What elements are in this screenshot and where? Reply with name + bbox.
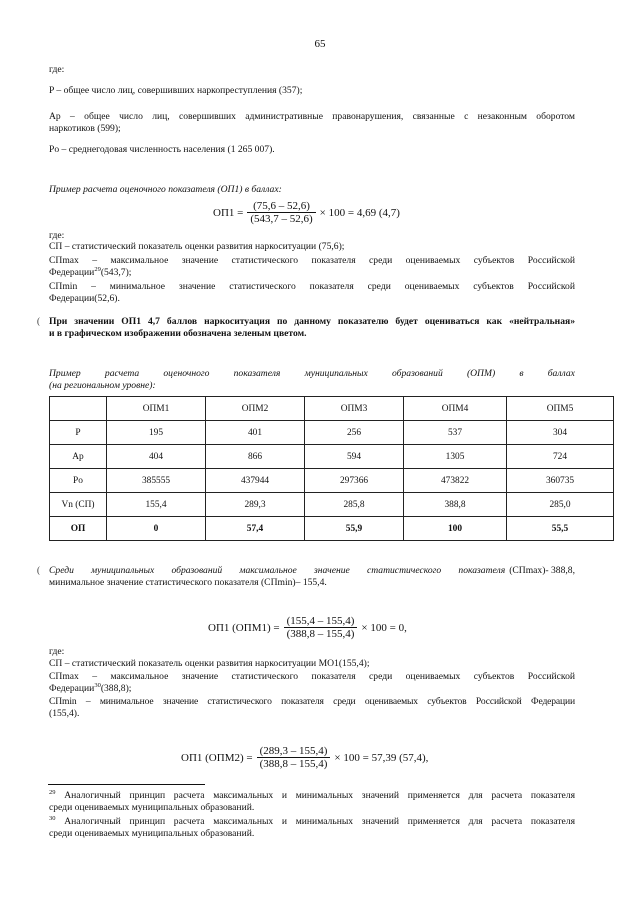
margin-mark-1: (: [37, 316, 40, 326]
footnote-ref-29: 29: [94, 265, 101, 273]
table-cell: 385555: [107, 469, 206, 493]
spmax-2-value: (388,8);: [100, 683, 132, 694]
spmax-definition-2-line2: [49, 683, 131, 695]
footnote-30-number: 30: [49, 814, 56, 822]
spmax-definition-2-line1: СПmax – максимальное значение статистического показателя среди оцениваемых субъектов Российской: [49, 671, 575, 682]
formula-op1: [213, 200, 400, 225]
formula-opm2-denominator: (388,8 – 155,4): [257, 757, 331, 770]
spmax-1-value: (543,7);: [100, 267, 132, 278]
formula-op1-lhs: ОП1 =: [213, 206, 244, 219]
footnote-30-text: Аналогичный принцип расчета максимальных и минимальных значений применяется для расчета показателя: [64, 816, 576, 827]
footnote-30-line2: среди оцениваемых муниципальных образований.: [49, 828, 255, 839]
footnote-ref-30: 30: [94, 681, 101, 689]
footnote-29-number: 29: [49, 788, 56, 796]
table-header-cell: ОПМ2: [206, 397, 305, 421]
table-cell: 155,4: [107, 493, 206, 517]
p-definition: P – общее число лиц, совершивших наркопреступления (357);: [49, 85, 303, 96]
table-cell: P: [50, 421, 107, 445]
table-cell: 304: [507, 421, 614, 445]
table-cell: 256: [305, 421, 404, 445]
table-cell: 289,3: [206, 493, 305, 517]
spmin-definition-2-line2: (155,4).: [49, 708, 80, 719]
table-cell: 0: [107, 517, 206, 541]
margin-mark-2: (: [37, 565, 40, 575]
table-cell: 724: [507, 445, 614, 469]
table-cell: 388,8: [404, 493, 507, 517]
spmin-definition-1-line2: Федерации(52,6).: [49, 293, 120, 304]
table-cell: 1305: [404, 445, 507, 469]
example2-word: расчета: [104, 368, 140, 379]
ap-definition-line1: Ap – общее число лиц, совершивших административные правонарушения, связанные с незаконным оборотом: [49, 111, 575, 122]
table-cell: 100: [404, 517, 507, 541]
where-label-3: где:: [49, 646, 65, 657]
formula-opm2-numerator: (289,3 – 155,4): [259, 745, 328, 757]
table-header-row: [50, 397, 614, 421]
spmax-definition-1-line2: [49, 267, 131, 279]
formula-opm2: [181, 745, 428, 770]
municipal-line1-italic: Среди муниципальных образований максимальное значение статистического показателя: [49, 565, 506, 576]
formula-op1-denominator: (543,7 – 52,6): [247, 212, 315, 225]
formula-opm1-numerator: (155,4 – 155,4): [286, 615, 355, 627]
example2-word: баллах: [547, 368, 575, 379]
table-header-cell: ОПМ4: [404, 397, 507, 421]
table-cell: 401: [206, 421, 305, 445]
formula-opm1-rhs: × 100 = 0,: [361, 621, 407, 634]
formula-op1-rhs: × 100 = 4,69 (4,7): [319, 206, 400, 219]
footnote-separator: [48, 784, 205, 785]
table-row: [50, 493, 614, 517]
formula-opm2-fraction: [257, 745, 331, 770]
spmax-definition-1-line1: СПmax – максимальное значение статистического показателя среди оцениваемых субъектов Российской: [49, 255, 575, 266]
formula-op1-numerator: (75,6 – 52,6): [253, 200, 310, 212]
where-label-1: где:: [49, 64, 65, 75]
spmax-1-text: Федерации: [49, 267, 95, 278]
table-cell: Vn (СП): [50, 493, 107, 517]
table-cell: 437944: [206, 469, 305, 493]
sp-definition-1: СП – статистический показатель оценки развития наркоситуации (75,6);: [49, 241, 345, 252]
table-cell: 473822: [404, 469, 507, 493]
where-label-2: где:: [49, 230, 65, 241]
table-header-cell: [50, 397, 107, 421]
footnote-29-line2: среди оцениваемых муниципальных образований.: [49, 802, 255, 813]
bold-note-line2: и в графическом изображении обозначена зеленым цветом.: [49, 328, 307, 339]
example2-heading-line2: (на региональном уровне):: [49, 380, 156, 391]
table-cell: 537: [404, 421, 507, 445]
table-cell: 297366: [305, 469, 404, 493]
footnote-29-text: Аналогичный принцип расчета максимальных и минимальных значений применяется для расчета показателя: [64, 790, 576, 801]
formula-opm2-rhs: × 100 = 57,39 (57,4),: [334, 751, 429, 764]
table-cell: 594: [305, 445, 404, 469]
formula-opm1-denominator: (388,8 – 155,4): [284, 627, 358, 640]
table-row: [50, 445, 614, 469]
formula-opm1-fraction: [284, 615, 358, 640]
municipal-line1-tail: (СПmax)- 388,8,: [509, 565, 575, 576]
table-cell: Ap: [50, 445, 107, 469]
example2-word: оценочного: [163, 368, 210, 379]
example1-heading: Пример расчета оценочного показателя (ОП1) в баллах:: [49, 184, 282, 195]
example2-word: (ОПМ): [466, 368, 496, 379]
formula-opm1-lhs: ОП1 (ОПМ1) =: [208, 621, 280, 634]
table-header-cell: ОПМ5: [507, 397, 614, 421]
bold-note-line1: При значении ОП1 4,7 баллов наркоситуация по данному показателю будет оцениваться как «нейтральная»: [49, 316, 575, 327]
table-cell: 55,5: [507, 517, 614, 541]
table-cell: 55,9: [305, 517, 404, 541]
municipal-line2: минимальное значение статистического показателя (СПmin)– 155,4.: [49, 577, 327, 588]
example2-word: показателя: [233, 368, 281, 379]
spmin-definition-1-line1: СПmin – минимальное значение статистического показателя среди оцениваемых субъектов Российской: [49, 281, 575, 292]
ap-definition-line2: наркотиков (599);: [49, 123, 121, 134]
table-cell: ОП: [50, 517, 107, 541]
table-header-cell: ОПМ3: [305, 397, 404, 421]
opm-table: [49, 396, 614, 541]
municipal-line1: [49, 565, 575, 577]
formula-opm1: [208, 615, 407, 640]
table-row: [50, 469, 614, 493]
table-cell: 360735: [507, 469, 614, 493]
table-row: [50, 421, 614, 445]
example2-heading-line1: [49, 368, 575, 380]
example2-word: Пример: [49, 368, 81, 379]
page-number: 65: [314, 38, 326, 50]
table-cell: 195: [107, 421, 206, 445]
example2-word: в: [519, 368, 524, 379]
formula-op1-fraction: [247, 200, 315, 225]
table-cell: 285,0: [507, 493, 614, 517]
sp-definition-2: СП – статистический показатель оценки развития наркоситуации МО1(155,4);: [49, 658, 370, 669]
table-cell: 57,4: [206, 517, 305, 541]
table-row: [50, 517, 614, 541]
example2-word: образований: [391, 368, 443, 379]
table-cell: Po: [50, 469, 107, 493]
table-cell: 285,8: [305, 493, 404, 517]
spmax-2-text: Федерации: [49, 683, 95, 694]
footnote-29-line1: [49, 790, 575, 802]
po-definition: Po – среднегодовая численность населения (1 265 007).: [49, 144, 275, 155]
spmin-definition-2-line1: СПmin – минимальное значение статистического показателя среди оцениваемых субъектов Российской Федерации: [49, 696, 575, 707]
footnote-30-line1: [49, 816, 575, 828]
table-cell: 866: [206, 445, 305, 469]
example2-word: муниципальных: [304, 368, 368, 379]
table-cell: 404: [107, 445, 206, 469]
formula-opm2-lhs: ОП1 (ОПМ2) =: [181, 751, 253, 764]
table-header-cell: ОПМ1: [107, 397, 206, 421]
